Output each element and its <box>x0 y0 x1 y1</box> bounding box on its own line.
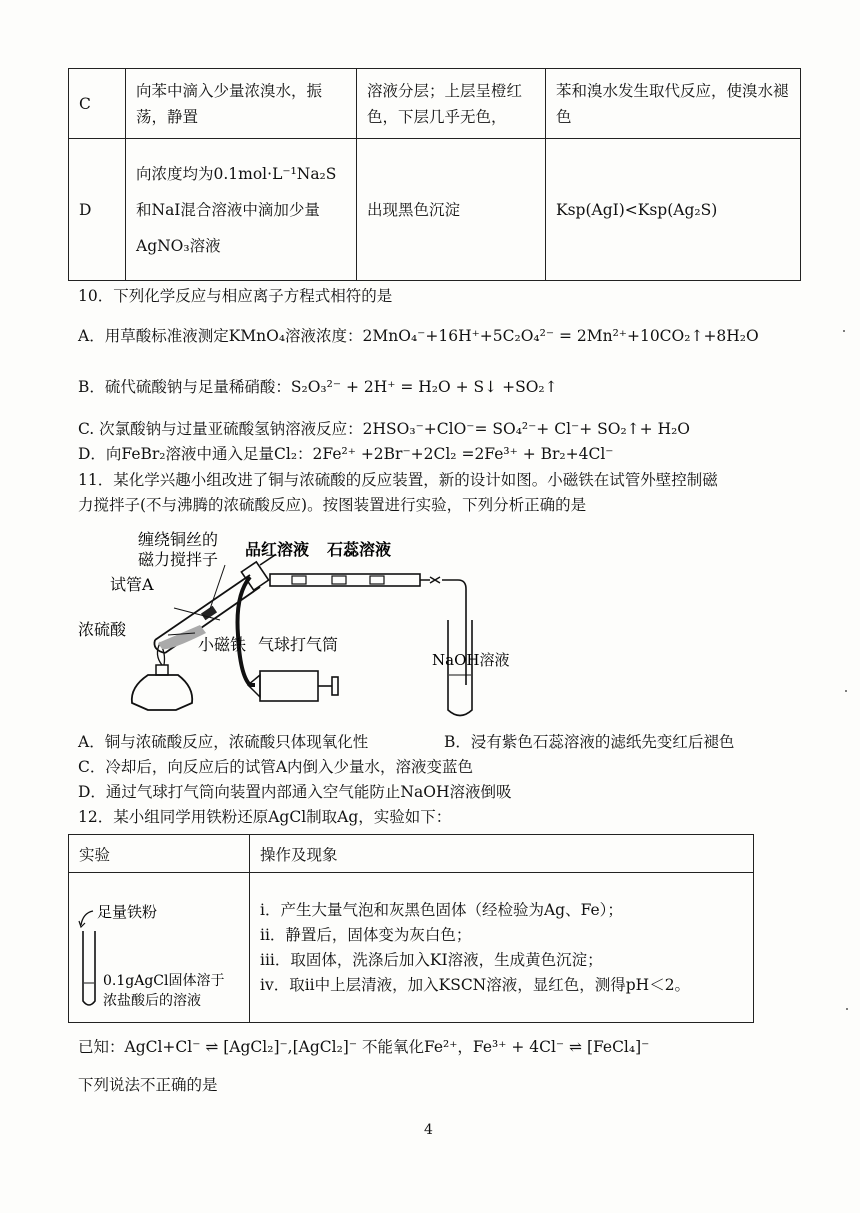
q10-stem: 10．下列化学反应与相应离子方程式相符的是 <box>78 287 393 305</box>
q10-option-d: D．向FeBr₂溶液中通入足量Cl₂：2Fe²⁺ +2Br⁻+2Cl₂ =2Fe³⁺ + Br₂+4Cl⁻ <box>78 445 614 463</box>
label-agcl-line1: 0.1gAgCl固体溶于 <box>103 973 225 989</box>
q10-option-a: A．用草酸标准液测定KMnO₄溶液浓度：2MnO₄⁻+16H⁺+5C₂O₄²⁻ = 2Mn²⁺+10CO₂↑+8H₂O <box>78 327 759 345</box>
operation-cell: 向苯中滴入少量浓溴水，振荡，静置 <box>126 69 357 139</box>
operation-line: AgNO₃溶液 <box>136 236 221 255</box>
row-label: D <box>69 139 126 281</box>
q11-stem-line1: 11．某化学兴趣小组改进了铜与浓硫酸的反应装置，新的设计如图。小磁铁在试管外壁控制磁 <box>78 471 718 489</box>
q10-option-b: B．硫代硫酸钠与足量稀硝酸：S₂O₃²⁻ + 2H⁺ = H₂O + S↓ +SO₂↑ <box>78 378 558 396</box>
q12-ask: 下列说法不正确的是 <box>78 1076 218 1094</box>
q11-option-b: B．浸有紫色石蕊溶液的滤纸先变红后褪色 <box>444 733 735 751</box>
label-pinhong: 品红溶液 <box>245 540 310 559</box>
experiment-figure-cell <box>69 873 250 1023</box>
q11-option-c: C．冷却后，向反应后的试管A内倒入少量水，溶液变蓝色 <box>78 758 474 776</box>
label-magnet: 小磁铁 <box>198 635 247 654</box>
table-row <box>69 873 754 1023</box>
q11-option-d: D．通过气球打气筒向装置内部通入空气能防止NaOH溶液倒吸 <box>78 783 512 801</box>
operation-cell <box>126 139 357 281</box>
filter-paper-2 <box>332 576 346 584</box>
header-experiment: 实验 <box>69 835 250 873</box>
conclusion-cell: Ksp(AgI)<Ksp(Ag₂S) <box>546 139 801 281</box>
label-agcl-line2: 浓盐酸后的溶液 <box>103 993 201 1009</box>
operation-line: 和NaI混合溶液中滴加少量 <box>136 200 320 219</box>
experiment-table <box>68 834 754 1023</box>
q11-option-a: A．铜与浓硫酸反应，浓硫酸只体现氧化性 <box>78 733 369 751</box>
phenomenon-cell: 出现黑色沉淀 <box>357 139 546 281</box>
label-litmus: 石蕊溶液 <box>327 540 392 559</box>
label-iron-powder: 足量铁粉 <box>97 903 158 921</box>
known-condition: 已知：AgCl+Cl⁻ ⇌ [AgCl₂]⁻,[AgCl₂]⁻ 不能氧化Fe²⁺，Fe³⁺ + 4Cl⁻ ⇌ [FeCl₄]⁻ <box>78 1038 650 1056</box>
options-table <box>68 68 801 281</box>
filter-paper-1 <box>292 576 306 584</box>
observation-iii: iii．取固体，洗涤后加入KI溶液，生成黄色沉淀； <box>260 950 603 969</box>
test-tube-figure <box>69 873 247 1018</box>
row-label: C <box>69 69 126 139</box>
observation-ii: ii．静置后，固体变为灰白色； <box>260 925 472 944</box>
label-conc-acid: 浓硫酸 <box>78 620 127 639</box>
q12-stem: 12．某小组同学用铁粉还原AgCl制取Ag，实验如下： <box>78 808 452 826</box>
test-tube <box>83 931 95 1005</box>
label-naoh: NaOH溶液 <box>432 651 510 669</box>
phenomenon-cell: 溶液分层；上层呈橙红色，下层几乎无色， <box>357 69 546 139</box>
operation-cell <box>250 873 754 1023</box>
apparatus-figure <box>70 525 550 725</box>
operation-line: 向浓度均为0.1mol·L⁻¹Na₂S <box>136 164 337 183</box>
header-operation: 操作及现象 <box>250 835 754 873</box>
pump-barrel <box>260 671 318 701</box>
page-number: 4 <box>424 1122 433 1138</box>
filter-paper-3 <box>370 576 384 584</box>
q10-option-c: C. 次氯酸钠与过量亚硫酸氢钠溶液反应：2HSO₃⁻+ClO⁻= SO₄²⁻+ Cl⁻+ SO₂↑+ H₂O <box>78 420 691 438</box>
table-header-row <box>69 835 754 873</box>
observation-i: i．产生大量气泡和灰黑色固体（经检验为Ag、Fe）； <box>260 900 623 919</box>
label-stir-bar-line1: 缠绕铜丝的 <box>138 530 219 549</box>
label-stir-bar-line2: 磁力搅拌子 <box>138 550 219 569</box>
scan-speck <box>845 690 847 692</box>
table-row <box>69 139 801 281</box>
alcohol-lamp <box>132 675 192 710</box>
observation-iv: iv．取ii中上层清液，加入KSCN溶液，显红色，测得pH＜2。 <box>260 975 691 994</box>
label-tube-a: 试管A <box>110 575 154 594</box>
label-pump: 气球打气筒 <box>258 635 339 654</box>
q11-stem-line2: 力搅拌子(不与沸腾的浓硫酸反应)。按图装置进行实验，下列分析正确的是 <box>78 496 587 514</box>
scan-speck <box>846 1008 848 1010</box>
table-row <box>69 69 801 139</box>
conclusion-cell: 苯和溴水发生取代反应，使溴水褪色 <box>546 69 801 139</box>
scan-speck <box>843 330 845 332</box>
delivery-tube <box>442 580 466 685</box>
